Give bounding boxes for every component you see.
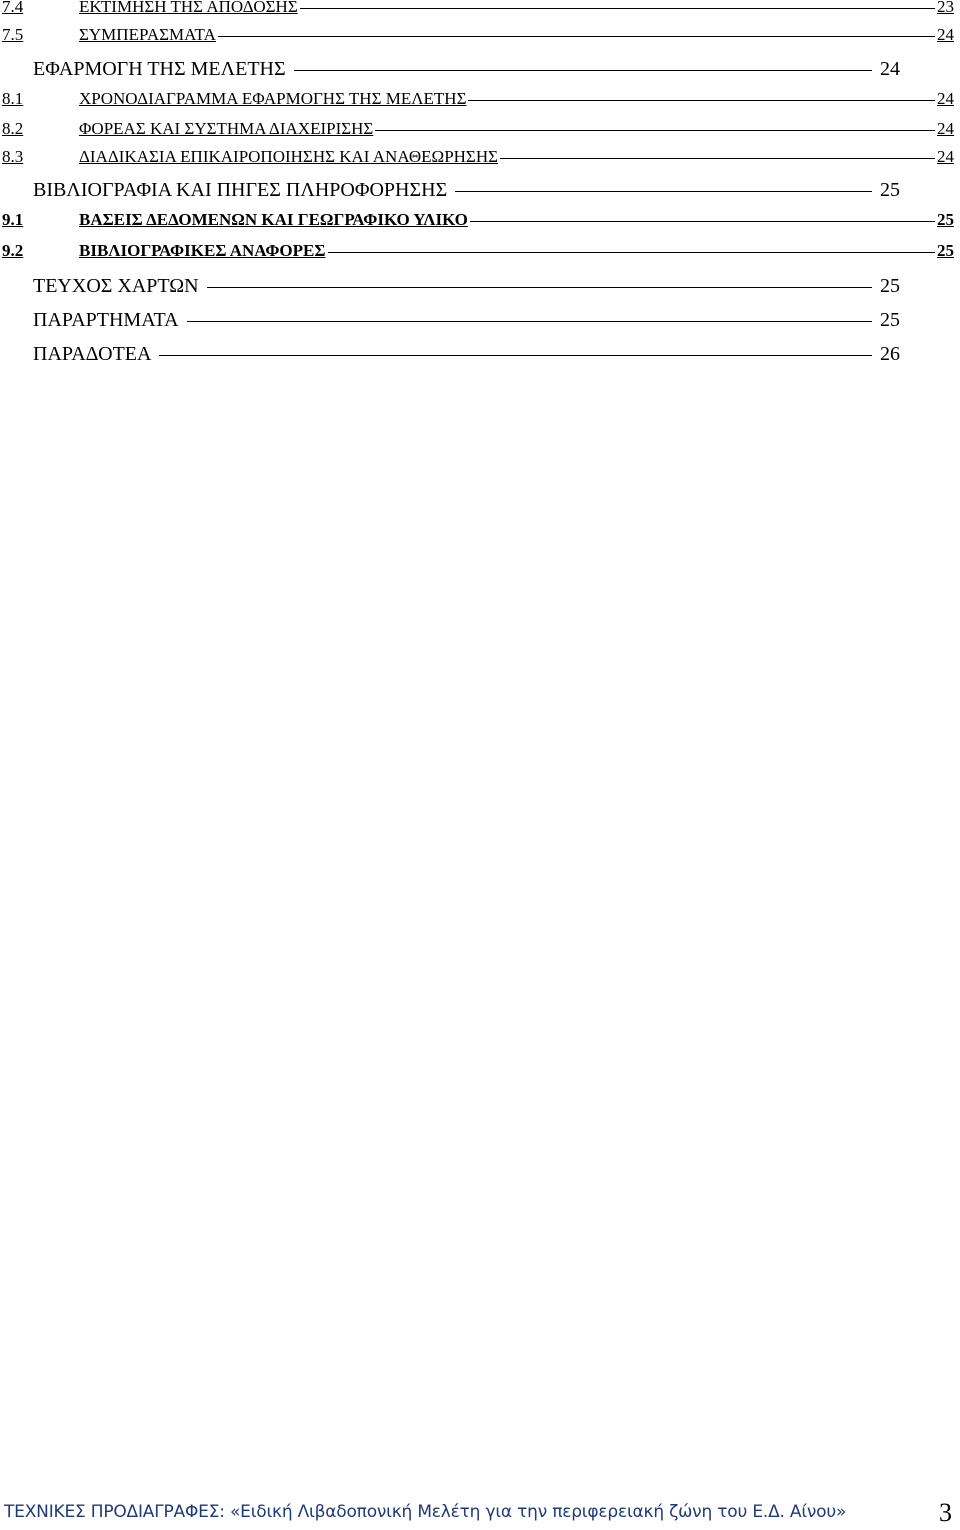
toc-chapter-title: ΒΙΒΛΙΟΓΡΑΦΙΑ ΚΑΙ ΠΗΓΕΣ ΠΛΗΡΟΦΟΡΗΣΗΣ bbox=[33, 179, 448, 201]
toc-chapter-8[interactable] bbox=[0, 55, 900, 83]
toc-entry-page: 24 bbox=[937, 89, 954, 108]
toc-chapter-title: ΠΑΡΑΡΤΗΜΑΤΑ bbox=[33, 309, 179, 331]
toc-entry-8-1[interactable] bbox=[0, 87, 957, 111]
toc-leader-line bbox=[468, 100, 935, 101]
toc-entry-title-wrap bbox=[79, 23, 935, 47]
toc-entry-number: 9.2 bbox=[2, 241, 24, 260]
toc-entry-title: ΦΟΡΕΑΣ ΚΑΙ ΣΥΣΤΗΜΑ ΔΙΑΧΕΙΡΙΣΗΣ bbox=[79, 119, 374, 138]
toc-entry-title-wrap bbox=[79, 87, 935, 111]
toc-entry-title: ΔΙΑΔΙΚΑΣΙΑ ΕΠΙΚΑΙΡΟΠΟΙΗΣΗΣ ΚΑΙ ΑΝΑΘΕΩΡΗΣΗΣ bbox=[79, 147, 498, 166]
toc-entry-number: 7.5 bbox=[2, 25, 24, 44]
toc-entry-page: 24 bbox=[937, 25, 954, 44]
toc-entry-title-wrap bbox=[79, 145, 935, 169]
toc-chapter-page: 25 bbox=[880, 309, 900, 331]
toc-entry-title: ΒΑΣΕΙΣ ΔΕΔΟΜΕΝΩΝ ΚΑΙ ΓΕΩΓΡΑΦΙΚΟ ΥΛΙΚΟ bbox=[79, 210, 468, 229]
footer-text: ΤΕΧΝΙΚΕΣ ΠΡΟΔΙΑΓΡΑΦΕΣ: «Ειδική Λιβαδοπονική Μελέτη για την περιφερειακή ζώνη του Ε.Δ. Αίνου» bbox=[4, 1502, 847, 1522]
toc-chapter-page: 25 bbox=[880, 275, 900, 297]
toc-leader-line bbox=[294, 70, 872, 71]
toc-chapter-title-wrap bbox=[33, 340, 872, 368]
footer-page-number: 3 bbox=[939, 1498, 952, 1527]
toc-entry-title-wrap bbox=[79, 208, 935, 232]
toc-chapter-9[interactable] bbox=[0, 176, 900, 204]
toc-entry-9-1[interactable] bbox=[0, 208, 957, 232]
toc-entry-page: 25 bbox=[937, 241, 954, 260]
toc-chapter-title-wrap bbox=[33, 176, 872, 204]
toc-entry-number: 7.4 bbox=[2, 0, 24, 16]
toc-entry-page: 24 bbox=[937, 147, 954, 166]
toc-entry-7-5[interactable] bbox=[0, 23, 957, 47]
toc-leader-line bbox=[500, 158, 935, 159]
toc-entry-7-4[interactable] bbox=[0, 0, 957, 19]
toc-chapter-maps[interactable] bbox=[0, 272, 900, 300]
toc-chapter-appendices[interactable] bbox=[0, 306, 900, 334]
toc-chapter-title: ΤΕΥΧΟΣ ΧΑΡΤΩΝ bbox=[33, 275, 199, 297]
toc-entry-title-wrap bbox=[79, 0, 935, 19]
toc-entry-number: 8.2 bbox=[2, 119, 24, 138]
toc-chapter-page: 24 bbox=[880, 58, 900, 80]
toc-leader-line bbox=[187, 321, 872, 322]
toc-entry-number: 9.1 bbox=[2, 210, 24, 229]
toc-chapter-title: ΠΑΡΑΔΟΤΕΑ bbox=[33, 343, 152, 365]
toc-leader-line bbox=[375, 130, 935, 131]
toc-leader-line bbox=[470, 221, 935, 222]
toc-entry-page: 23 bbox=[937, 0, 954, 16]
toc-entry-title-wrap bbox=[79, 239, 935, 263]
toc-entry-page: 25 bbox=[937, 210, 954, 229]
toc-chapter-title: ΕΦΑΡΜΟΓΗ ΤΗΣ ΜΕΛΕΤΗΣ bbox=[33, 58, 286, 80]
toc-leader-line bbox=[218, 36, 935, 37]
toc-entry-8-3[interactable] bbox=[0, 145, 957, 169]
toc-leader-line bbox=[207, 287, 872, 288]
toc-entry-page: 24 bbox=[937, 119, 954, 138]
toc-entry-title-wrap bbox=[79, 117, 935, 141]
toc-leader-line bbox=[300, 8, 935, 9]
toc-entry-number: 8.3 bbox=[2, 147, 24, 166]
toc-leader-line bbox=[328, 252, 936, 253]
toc-chapter-title-wrap bbox=[33, 272, 872, 300]
toc-chapter-title-wrap bbox=[33, 55, 872, 83]
toc-entry-8-2[interactable] bbox=[0, 117, 957, 141]
toc-entry-title: ΕΚΤΙΜΗΣΗ ΤΗΣ ΑΠΟΔΟΣΗΣ bbox=[79, 0, 298, 16]
page-footer bbox=[0, 1494, 960, 1530]
toc-leader-line bbox=[159, 355, 872, 356]
toc-entry-9-2[interactable] bbox=[0, 239, 957, 263]
toc-entry-title: ΒΙΒΛΙΟΓΡΑΦΙΚΕΣ ΑΝΑΦΟΡΕΣ bbox=[79, 241, 326, 260]
toc-chapter-title-wrap bbox=[33, 306, 872, 334]
toc-entry-number: 8.1 bbox=[2, 89, 24, 108]
toc-entry-title: ΣΥΜΠΕΡΑΣΜΑΤΑ bbox=[79, 25, 216, 44]
toc-leader-line bbox=[455, 191, 872, 192]
toc-chapter-page: 26 bbox=[880, 343, 900, 365]
toc-entry-title: ΧΡΟΝΟΔΙΑΓΡΑΜΜΑ ΕΦΑΡΜΟΓΗΣ ΤΗΣ ΜΕΛΕΤΗΣ bbox=[79, 89, 467, 108]
toc-chapter-deliverables[interactable] bbox=[0, 340, 900, 368]
toc-chapter-page: 25 bbox=[880, 179, 900, 201]
